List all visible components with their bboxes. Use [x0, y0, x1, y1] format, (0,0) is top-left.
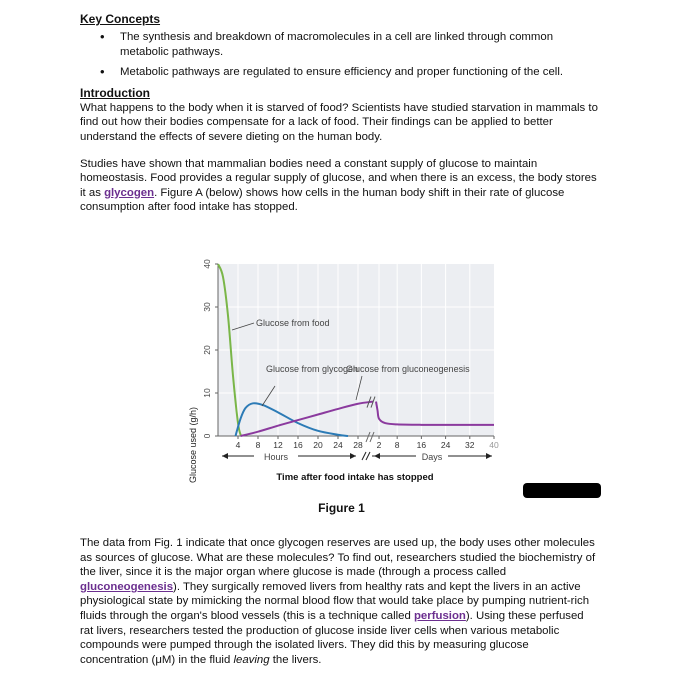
x-tick-label: 24	[333, 440, 343, 450]
legend-glucose-gluconeogenesis: Glucose from gluconeogenesis	[346, 364, 470, 374]
arrow-left-icon	[374, 453, 380, 459]
legend-glucose-food: Glucose from food	[256, 318, 330, 328]
key-concepts-heading: Key Concepts	[80, 12, 161, 26]
key-concept-text: Metabolic pathways are regulated to ensure efficiency and proper functioning of the cell.	[120, 66, 564, 79]
arrow-right-icon	[486, 453, 492, 459]
y-tick-label: 10	[202, 388, 212, 398]
days-label: Days	[421, 452, 443, 462]
document-body	[80, 12, 600, 215]
x-tick-label: 4	[235, 440, 241, 450]
x-tick-label: 8	[255, 440, 261, 450]
key-concepts-list	[80, 30, 600, 80]
introduction-heading: Introduction	[80, 85, 150, 100]
y-tick-label: 20	[202, 345, 212, 355]
chart-grid	[218, 264, 494, 436]
arrow-right-icon	[350, 453, 356, 459]
x-tick-label: 32	[465, 440, 475, 450]
y-tick-label: 40	[202, 259, 212, 269]
figure-caption: Figure 1	[318, 501, 365, 515]
legend-glucose-glycogen: Glucose from glycogen	[266, 364, 359, 374]
x-axis-label: Time after food intake has stopped	[276, 472, 434, 483]
key-concept-text: The synthesis and breakdown of macromolecules in a cell are linked through common metabolic pathways.	[120, 31, 554, 58]
x-tick-label: 24	[440, 440, 451, 450]
hours-label: Hours	[263, 452, 289, 462]
x-tick-label: 16	[416, 440, 427, 450]
y-tick-label: 0	[202, 433, 212, 439]
glycogen-link[interactable]: glycogen	[104, 186, 155, 199]
redaction-block	[523, 483, 601, 498]
x-tick-label: 28	[353, 440, 363, 450]
x-tick-label: 20	[313, 440, 323, 450]
x-tick-label: 16	[293, 440, 303, 450]
axis-break-icon	[362, 452, 370, 460]
closing-paragraph: The data from Fig. 1 indicate that once glycogen reserves are used up, the body uses other molecules as sources of glucose. What are these molecules? To find out, researchers studied the biochemistry of the liver, since it is the major organ where glucose is made (through a process called gluconeogenesis). They surgically removed livers from healthy rats and kept the livers in an active physiological state by mimicking the normal blood flow that would take place by pumping nutrient-rich fluids through the organ's blood vessels (this is a technique called perfusion). Using these perfused rat livers, researchers tested the production of glucose inside liver cells when various metabolic compounds were pumped through the isolated livers. They did this by measuring glucose concentration (μM) in the fluid leaving the livers.	[80, 537, 596, 666]
bullet-icon: •	[100, 64, 105, 80]
intro-paragraph-1: What happens to the body when it is starved of food? Scientists have studied starvation in mammals to find out how their bodies compensate for a lack of food. Their findings can be applied to better understand the effects of severe dieting on the human body.	[80, 101, 598, 143]
key-concept-item	[100, 29, 600, 59]
perfusion-link[interactable]: perfusion	[413, 609, 466, 622]
arrow-left-icon	[222, 453, 228, 459]
x-tick-label: 2	[376, 440, 382, 450]
gluconeogenesis-link[interactable]: gluconeogenesis	[80, 580, 174, 593]
bullet-icon: •	[100, 29, 105, 44]
x-tick-label: 12	[273, 440, 283, 450]
intro-paragraph-2: Studies have shown that mammalian bodies need a constant supply of glucose to maintain homeostasis. Food provides a regular supply of glucose, and when there is an excess, the body stores it as glycogen. Figure A (below) shows how cells in the human body shift in their rate of glucose consumption after food intake has stopped.	[80, 157, 597, 214]
x-tick-label: 8	[394, 440, 400, 450]
key-concept-item	[100, 64, 600, 80]
y-tick-label: 30	[202, 302, 212, 312]
x-tick-label: 40	[489, 440, 499, 450]
y-axis-label: Glucose used (g/h)	[188, 406, 198, 484]
